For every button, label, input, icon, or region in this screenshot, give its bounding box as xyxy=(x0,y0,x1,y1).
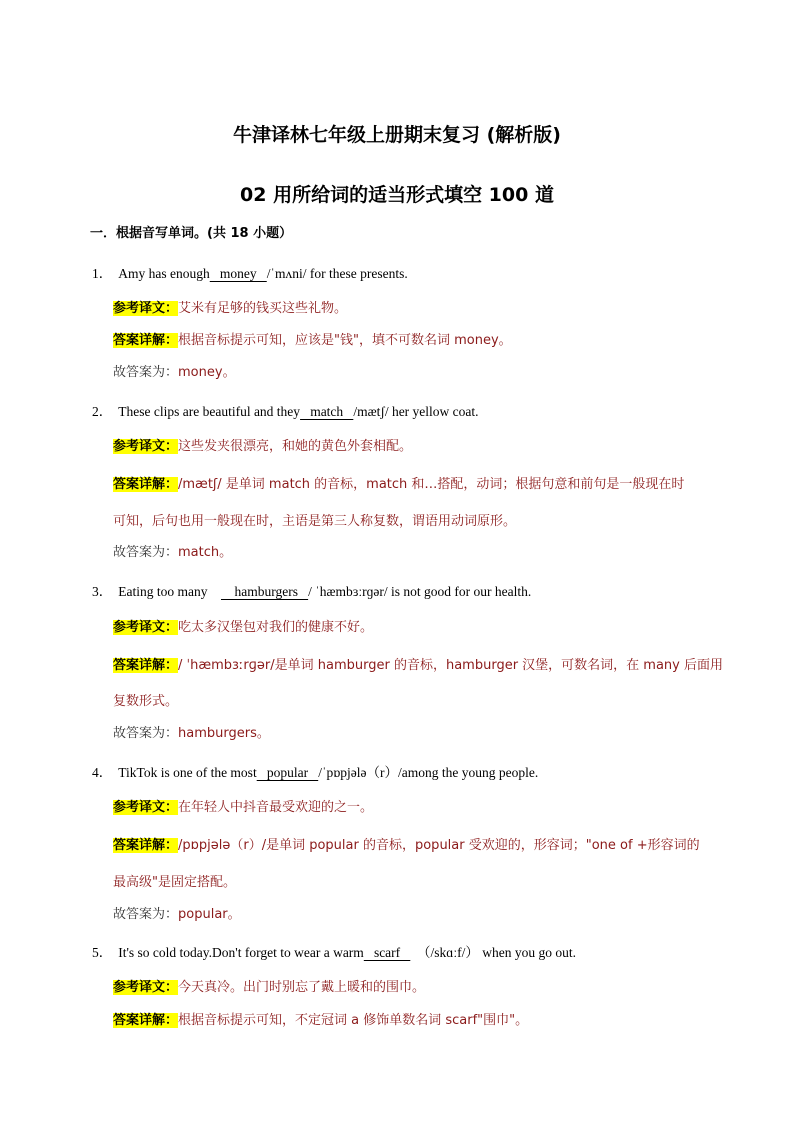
question-2: 2． These clips are beautiful and they match /mætʃ/ her yellow coat. xyxy=(92,404,479,419)
answer-blank: scarf xyxy=(363,945,411,960)
section-heading: 一．根据音写单词。(共 18 小题） xyxy=(90,226,293,241)
explanation-line: 答案详解：/mætʃ/ 是单词 match 的音标，match 和…搭配，动词；根据句意和前句是一般现在时 xyxy=(113,477,685,492)
question-5: 5． It's so cold today.Don't forget to wear a warm scarf （/skɑːf/） when you go out. xyxy=(92,945,576,960)
explanation-label: 答案详解： xyxy=(113,477,179,492)
answer-blank: match xyxy=(300,404,354,419)
answer-line: 故答案为：popular。 xyxy=(113,907,241,922)
translation-line: 参考译文：吃太多汉堡包对我们的健康不好。 xyxy=(113,620,374,635)
explanation-continuation: 可知，后句也用一般现在时，主语是第三人称复数，谓语用动词原形。 xyxy=(113,514,517,529)
translation-label: 参考译文： xyxy=(113,980,179,995)
answer-line: 故答案为：money。 xyxy=(113,365,236,380)
explanation-label: 答案详解： xyxy=(113,658,179,673)
translation-line: 参考译文：今天真冷。出门时别忘了戴上暖和的围巾。 xyxy=(113,980,426,995)
translation-line: 参考译文：这些发夹很漂亮，和她的黄色外套相配。 xyxy=(113,439,413,454)
translation-line: 参考译文：在年轻人中抖音最受欢迎的之一。 xyxy=(113,800,374,815)
translation-label: 参考译文： xyxy=(113,800,179,815)
answer-line: 故答案为：match。 xyxy=(113,545,233,560)
answer-blank: hamburgers xyxy=(220,584,309,599)
answer-blank: money xyxy=(209,266,267,281)
translation-label: 参考译文： xyxy=(113,301,179,316)
explanation-continuation: 复数形式。 xyxy=(113,694,179,709)
translation-label: 参考译文： xyxy=(113,439,179,454)
question-3: 3． Eating too many hamburgers / ˈhæmbɜːrɡər/ is not good for our health. xyxy=(92,584,532,599)
translation-label: 参考译文： xyxy=(113,620,179,635)
question-4: 4． TikTok is one of the most popular /ˈpɒpjələ（r）/among the young people. xyxy=(92,765,539,780)
explanation-line: 答案详解：/ ˈhæmbɜːrɡər/是单词 hamburger 的音标，hamburger 汉堡，可数名词，在 many 后面用 xyxy=(113,658,724,673)
answer-blank: popular xyxy=(256,765,319,780)
explanation-continuation: 最高级"是固定搭配。 xyxy=(113,875,236,890)
document-title: 牛津译林七年级上册期末复习 (解析版) xyxy=(233,124,561,146)
explanation-label: 答案详解： xyxy=(113,1013,179,1028)
explanation-label: 答案详解： xyxy=(113,333,179,348)
explanation-line: 答案详解：/pɒpjələ（r）/是单词 popular 的音标，popular 受欢迎的，形容词；"one of +形容词的 xyxy=(113,838,700,853)
explanation-line: 答案详解：根据音标提示可知，应该是"钱"，填不可数名词 money。 xyxy=(113,333,512,348)
translation-line: 参考译文：艾米有足够的钱买这些礼物。 xyxy=(113,301,348,316)
explanation-line: 答案详解：根据音标提示可知，不定冠词 a 修饰单数名词 scarf"围巾"。 xyxy=(113,1013,529,1028)
question-1: 1． Amy has enough money /ˈmʌni/ for these presents. xyxy=(92,266,408,281)
explanation-label: 答案详解： xyxy=(113,838,179,853)
document-subtitle: 02 用所给词的适当形式填空 100 道 xyxy=(240,184,554,206)
answer-line: 故答案为：hamburgers。 xyxy=(113,726,270,741)
